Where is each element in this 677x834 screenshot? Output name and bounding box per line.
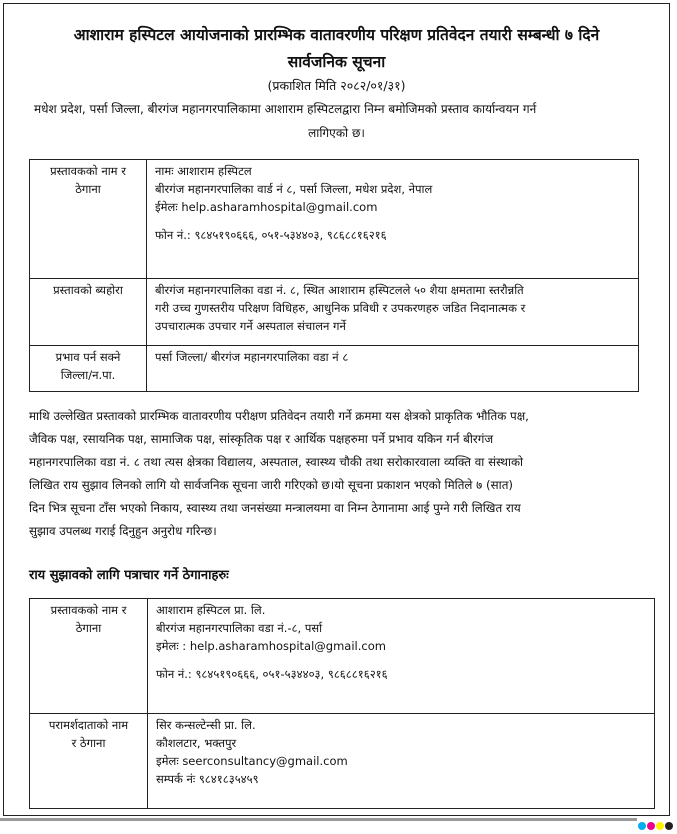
proposer-phone: फोन नं.: ९८४५१९०६६६, ०५१-५३४४०३, ९८६८८१६२१६ bbox=[156, 667, 388, 681]
table-row bbox=[30, 160, 639, 279]
email-label: ईमेलः bbox=[155, 200, 178, 214]
label-line: परामर्शदाताको नाम bbox=[48, 718, 129, 732]
table-row bbox=[30, 346, 639, 392]
consultant-phone: सम्पर्क नंः ९८४१८३५४५९ bbox=[156, 772, 259, 786]
row-value bbox=[148, 599, 655, 714]
row-label bbox=[30, 346, 147, 392]
paragraph-line: माथि उल्लेखित प्रस्तावको प्रारम्भिक वातावरणीय परीक्षण प्रतिवेदन तयारी गर्ने क्रममा यस क्षेत्रको प्राकृतिक भौतिक पक्ष, bbox=[29, 409, 529, 423]
consultant-address: कौशलटार, भक्तपुर bbox=[156, 736, 237, 750]
print-registration-marks bbox=[638, 815, 674, 824]
proposer-email-line bbox=[156, 637, 646, 655]
paragraph-line: दिन भित्र सूचना टाँस भएको निकाय, स्वास्थ्य तथा जनसंख्या मन्त्रालयमा वा निम्न ठेगानामा आई पुग्ने गरी लिखित राय bbox=[29, 501, 521, 515]
label-line: प्रभाव पर्न सक्ने bbox=[55, 350, 121, 364]
publish-date: (प्रकाशित मिति २०८२/०१/३१) bbox=[267, 78, 406, 93]
consultant-email-line bbox=[156, 752, 646, 770]
notice-title: आशाराम हस्पिटल आयोजनाको प्रारम्भिक वातावरणीय परिक्षण प्रतिवेदन तयारी सम्बन्धी ७ दिने bbox=[73, 26, 600, 44]
paragraph-line: लिखित राय सुझाव लिनको लागि यो सार्वजनिक सूचना जारी गरिएको छ।यो सूचना प्रकाशन भएको मितिले ७ (सात) bbox=[29, 478, 514, 492]
proposer-address: बीरगंज महानगरपालिका वडा नं.-८, पर्सा bbox=[156, 621, 323, 635]
row-value bbox=[147, 279, 639, 346]
email-link[interactable]: seerconsultancy@gmail.com bbox=[182, 754, 348, 768]
bottom-rule bbox=[0, 818, 637, 821]
row-label: प्रस्तावको ब्यहोरा bbox=[30, 279, 147, 346]
proposal-table bbox=[29, 159, 639, 392]
cyan-dot-icon bbox=[638, 822, 646, 830]
consultant-name: सिर कन्सल्टेन्सी प्रा. लि. bbox=[156, 718, 256, 732]
row-value bbox=[147, 160, 639, 279]
table-row bbox=[30, 599, 655, 714]
notice-title-line2: सार्वजनिक सूचना bbox=[287, 53, 386, 71]
table-row bbox=[30, 714, 655, 809]
address-heading: राय सुझावको लागि पत्राचार गर्ने ठेगानाहरुः bbox=[29, 568, 229, 583]
row-value: पर्सा जिल्ला/ बीरगंज महानगरपालिका वडा नं ८ bbox=[147, 346, 639, 392]
proposer-address: बीरगंज महानगरपालिका वार्ड नं ८, पर्सा जिल्ला, मधेश प्रदेश, नेपाल bbox=[155, 182, 433, 196]
paragraph-line: महानगरपालिका वडा नं. ८ तथा त्यस क्षेत्रका विद्यालय, अस्पताल, स्वास्थ्य चौकी तथा सरोकारवाला व्यक्ति वा संस्थाको bbox=[29, 455, 524, 469]
proposer-name: नामः आशाराम हस्पिटल bbox=[155, 164, 252, 178]
paragraph-line: सुझाव उपलब्ध गराई दिनुहुन अनुरोध गरिन्छ। bbox=[29, 524, 217, 538]
yellow-dot-icon bbox=[656, 822, 664, 830]
proposer-email-line bbox=[155, 198, 630, 216]
label-line: ठेगाना bbox=[75, 182, 101, 196]
notice-paragraph bbox=[29, 405, 651, 543]
proposer-name: आशाराम हस्पिटल प्रा. लि. bbox=[156, 603, 266, 617]
label-line: ठेगाना bbox=[75, 621, 102, 635]
intro-text-line2: लागिएको छ। bbox=[308, 126, 365, 140]
description-line: बीरगंज महानगरपालिका वडा नं. ८, स्थित आशाराम हस्पिटलले ५० शैया क्षमतामा स्तरौन्नति bbox=[155, 283, 524, 297]
magenta-dot-icon bbox=[647, 822, 655, 830]
email-link[interactable]: help.asharamhospital@gmail.com bbox=[189, 639, 386, 653]
label-line: जिल्ला/न.पा. bbox=[60, 368, 116, 382]
row-value bbox=[148, 714, 655, 809]
label-line: र ठेगाना bbox=[71, 736, 106, 750]
address-table bbox=[29, 598, 655, 809]
label-line: प्रस्तावकको नाम र bbox=[50, 603, 127, 617]
description-line: गरी उच्च गुणस्तरीय परिक्षण विधिहरु, आधुनिक प्रविधी र उपकरणहरु जडित निदानात्मक र bbox=[155, 301, 526, 315]
intro-text: मधेश प्रदेश, पर्सा जिल्ला, बीरगंज महानगरपालिकामा आशाराम हस्पिटलद्वारा निम्न बमोजिमको प्रस्ताव कार्यान्वयन गर्न bbox=[34, 102, 537, 116]
description-line: उपचारात्मक उपचार गर्ने अस्पताल संचालन गर्ने bbox=[155, 319, 346, 333]
email-label: इमेलः bbox=[156, 754, 179, 768]
row-label bbox=[30, 599, 148, 714]
label-line: प्रस्तावकको नाम र bbox=[50, 164, 126, 178]
row-label bbox=[30, 714, 148, 809]
proposer-phone: फोन नं.: ९८४५१९०६६६, ०५१-५३४४०३, ९८६८८१६२१६ bbox=[155, 228, 387, 242]
row-label bbox=[30, 160, 147, 279]
email-label: इमेलः : bbox=[156, 639, 187, 653]
email-link[interactable]: help.asharamhospital@gmail.com bbox=[181, 200, 378, 214]
table-row bbox=[30, 279, 639, 346]
black-dot-icon bbox=[665, 822, 673, 830]
paragraph-line: जैविक पक्ष, रसायनिक पक्ष, सामाजिक पक्ष, सांस्कृतिक पक्ष र आर्थिक पक्षहरुमा पर्ने प्रभाव यकिन गर्न बीरगंज bbox=[29, 432, 494, 446]
